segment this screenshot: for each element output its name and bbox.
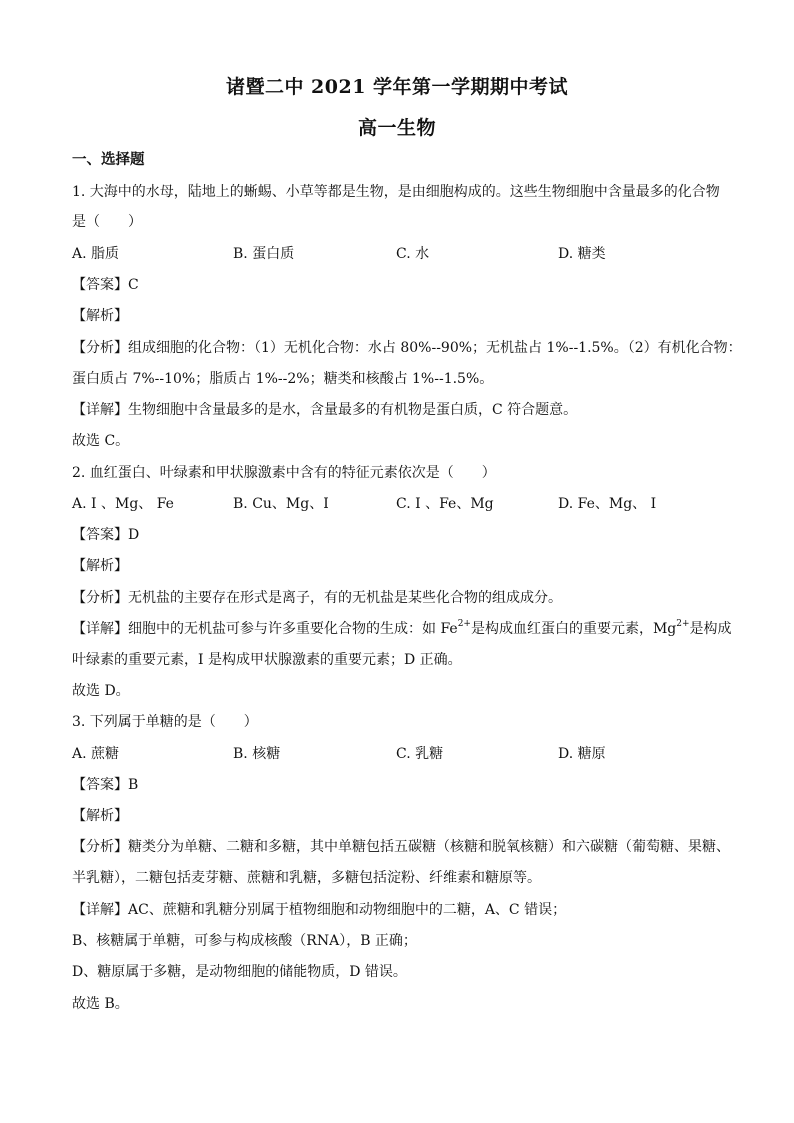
fe-charge-superscript: 2+ bbox=[457, 619, 471, 630]
question-2-stem: 2. 血红蛋白、叶绿素和甲状腺激素中含有的特征元素依次是（ ） bbox=[72, 465, 496, 481]
xiangjie-text-part2: 是构成血红蛋白的重要元素，Mg bbox=[470, 621, 677, 637]
question-2-option-c: C. I 、Fe、Mg bbox=[396, 496, 494, 512]
question-1-stem: 1. 大海中的水母，陆地上的蜥蜴、小草等都是生物，是由细胞构成的。这些生物细胞中含量最多的化合物 bbox=[72, 184, 720, 200]
question-1-option-a: A. 脂质 bbox=[72, 246, 120, 262]
question-3-option-b: B. 核糖 bbox=[233, 746, 281, 762]
question-1-stem-cont: 是（ ） bbox=[72, 214, 142, 230]
question-3-option-a: A. 蔗糖 bbox=[72, 746, 120, 762]
question-3-option-d: D. 糖原 bbox=[558, 746, 606, 762]
question-2-xiangjie bbox=[72, 620, 732, 638]
question-1-option-d: D. 糖类 bbox=[558, 246, 606, 262]
xiangjie-text-part3: 是构成 bbox=[689, 621, 732, 637]
question-3-conclusion: 故选 B。 bbox=[72, 996, 129, 1012]
question-3-xiangjie-d: D、糖原属于多糖，是动物细胞的储能物质，D 错误。 bbox=[72, 964, 407, 980]
question-2-fenxi: 【分析】无机盐的主要存在形式是离子，有的无机盐是某些化合物的组成成分。 bbox=[72, 590, 562, 606]
question-3-option-c: C. 乳糖 bbox=[396, 746, 444, 762]
mg-charge-superscript: 2+ bbox=[676, 619, 690, 630]
question-3-fenxi: 【分析】糖类分为单糖、二糖和多糖，其中单糖包括五碳糖（核糖和脱氧核糖）和六碳糖（葡萄糖、果糖、 bbox=[72, 839, 730, 855]
question-1-conclusion: 故选 C。 bbox=[72, 433, 130, 449]
question-1-xiangjie: 【详解】生物细胞中含量最多的是水，含量最多的有机物是蛋白质，C 符合题意。 bbox=[72, 402, 578, 418]
question-1-answer: 【答案】C bbox=[72, 277, 139, 293]
page-subtitle: 高一生物 bbox=[357, 117, 436, 139]
question-2-option-d: D. Fe、Mg、 I bbox=[558, 496, 657, 512]
question-2-analysis-label: 【解析】 bbox=[72, 558, 128, 574]
question-1-option-b: B. 蛋白质 bbox=[233, 246, 295, 262]
section-heading: 一、选择题 bbox=[72, 151, 145, 168]
question-3-xiangjie: 【详解】AC、蔗糖和乳糖分别属于植物细胞和动物细胞中的二糖，A、C 错误； bbox=[72, 902, 567, 918]
question-2-xiangjie-cont: 叶绿素的重要元素，I 是构成甲状腺激素的重要元素；D 正确。 bbox=[72, 652, 462, 668]
question-2-conclusion: 故选 D。 bbox=[72, 683, 130, 699]
page-title: 诸暨二中 2021 学年第一学期期中考试 bbox=[225, 76, 569, 98]
question-2-answer: 【答案】D bbox=[72, 527, 140, 543]
question-3-fenxi-cont: 半乳糖），二糖包括麦芽糖、蔗糖和乳糖，多糖包括淀粉、纤维素和糖原等。 bbox=[72, 870, 541, 886]
question-3-stem: 3. 下列属于单糖的是（ ） bbox=[72, 714, 258, 730]
question-1-fenxi-cont: 蛋白质占 7%--10%；脂质占 1%--2%；糖类和核酸占 1%--1.5%。 bbox=[72, 371, 494, 387]
question-3-xiangjie-b: B、核糖属于单糖，可参与构成核酸（RNA），B 正确； bbox=[72, 933, 417, 949]
question-3-answer: 【答案】B bbox=[72, 777, 139, 793]
xiangjie-text-part1: 【详解】细胞中的无机盐可参与许多重要化合物的生成：如 Fe bbox=[72, 621, 458, 637]
question-2-option-a: A. I 、Mg、 Fe bbox=[72, 496, 174, 512]
question-2-option-b: B. Cu、Mg、I bbox=[233, 496, 329, 512]
question-1-analysis-label: 【解析】 bbox=[72, 308, 128, 324]
question-3-analysis-label: 【解析】 bbox=[72, 808, 128, 824]
question-1-option-c: C. 水 bbox=[396, 246, 430, 262]
question-1-fenxi: 【分析】组成细胞的化合物：（1）无机化合物：水占 80%--90%；无机盐占 1%--1.5%。（2）有机化合物： bbox=[72, 340, 742, 356]
